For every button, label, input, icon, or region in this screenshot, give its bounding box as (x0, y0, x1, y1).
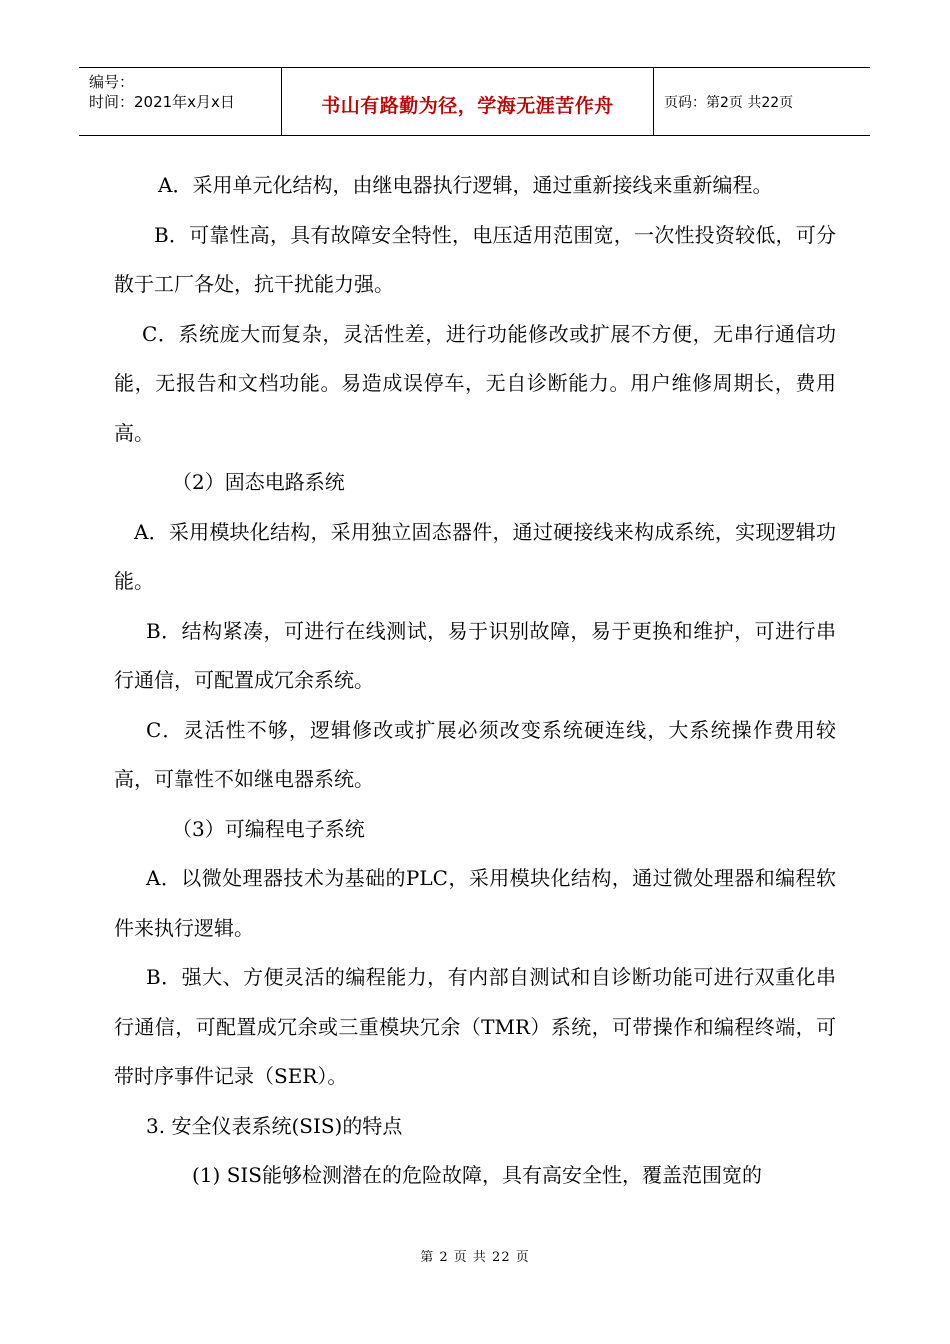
paragraph-solid-state-a: A．采用模块化结构，采用独立固态器件，通过硬接线来构成系统，实现逻辑功能。 (114, 519, 836, 593)
header-page-info: 页码：第2页 共22页 (664, 94, 794, 111)
paragraph-solid-state-c: C．灵活性不够，逻辑修改或扩展必须改变系统硬连线，大系统操作费用较高，可靠性不如继电器系统。 (114, 717, 836, 791)
document-body (114, 161, 836, 1201)
page-footer: 第 2 页 共 22 页 (420, 1250, 530, 1265)
paragraph-sis-1: (1) SIS能够检测潜在的危险故障，具有高安全性，覆盖范围宽的 (192, 1163, 762, 1187)
header-page-cell (654, 68, 870, 135)
header-motto-cell (282, 68, 654, 135)
paragraph-relay-b: B．可靠性高，具有故障安全特性，电压适用范围宽，一次性投资较低，可分散于工厂各处，抗干扰能力强。 (114, 222, 836, 296)
header-meta-cell (79, 68, 282, 135)
section-heading-programmable: （3）可编程电子系统 (172, 816, 365, 841)
header-table (79, 67, 870, 136)
header-motto: 书山有路勤为径，学海无涯苦作舟 (321, 95, 614, 117)
paragraph-relay-a: A．采用单元化结构，由继电器执行逻辑，通过重新接线来重新编程。 (158, 173, 773, 197)
document-date: 时间：2021年x月x日 (89, 93, 235, 111)
paragraph-solid-state-b: B．结构紧凑，可进行在线测试，易于识别故障，易于更换和维护，可进行串行通信，可配置成冗余系统。 (114, 618, 836, 692)
document-number-label: 编号： (89, 73, 135, 91)
section-heading-solid-state: （2）固态电路系统 (172, 470, 345, 494)
section-heading-sis: 3. 安全仪表系统(SIS)的特点 (146, 1113, 403, 1138)
paragraph-programmable-b: B．强大、方便灵活的编程能力，有内部自测试和自诊断功能可进行双重化串行通信，可配置成冗余或三重模块冗余（TMR）系统，可带操作和编程终端，可带时序事件记录（SER）。 (114, 965, 836, 1088)
paragraph-programmable-a: A．以微处理器技术为基础的PLC，采用模块化结构，通过微处理器和编程软件来执行逻辑。 (114, 866, 836, 940)
paragraph-relay-c: C．系统庞大而复杂，灵活性差，进行功能修改或扩展不方便，无串行通信功能，无报告和文档功能。易造成误停车，无自诊断能力。用户维修周期长，费用高。 (114, 321, 836, 445)
